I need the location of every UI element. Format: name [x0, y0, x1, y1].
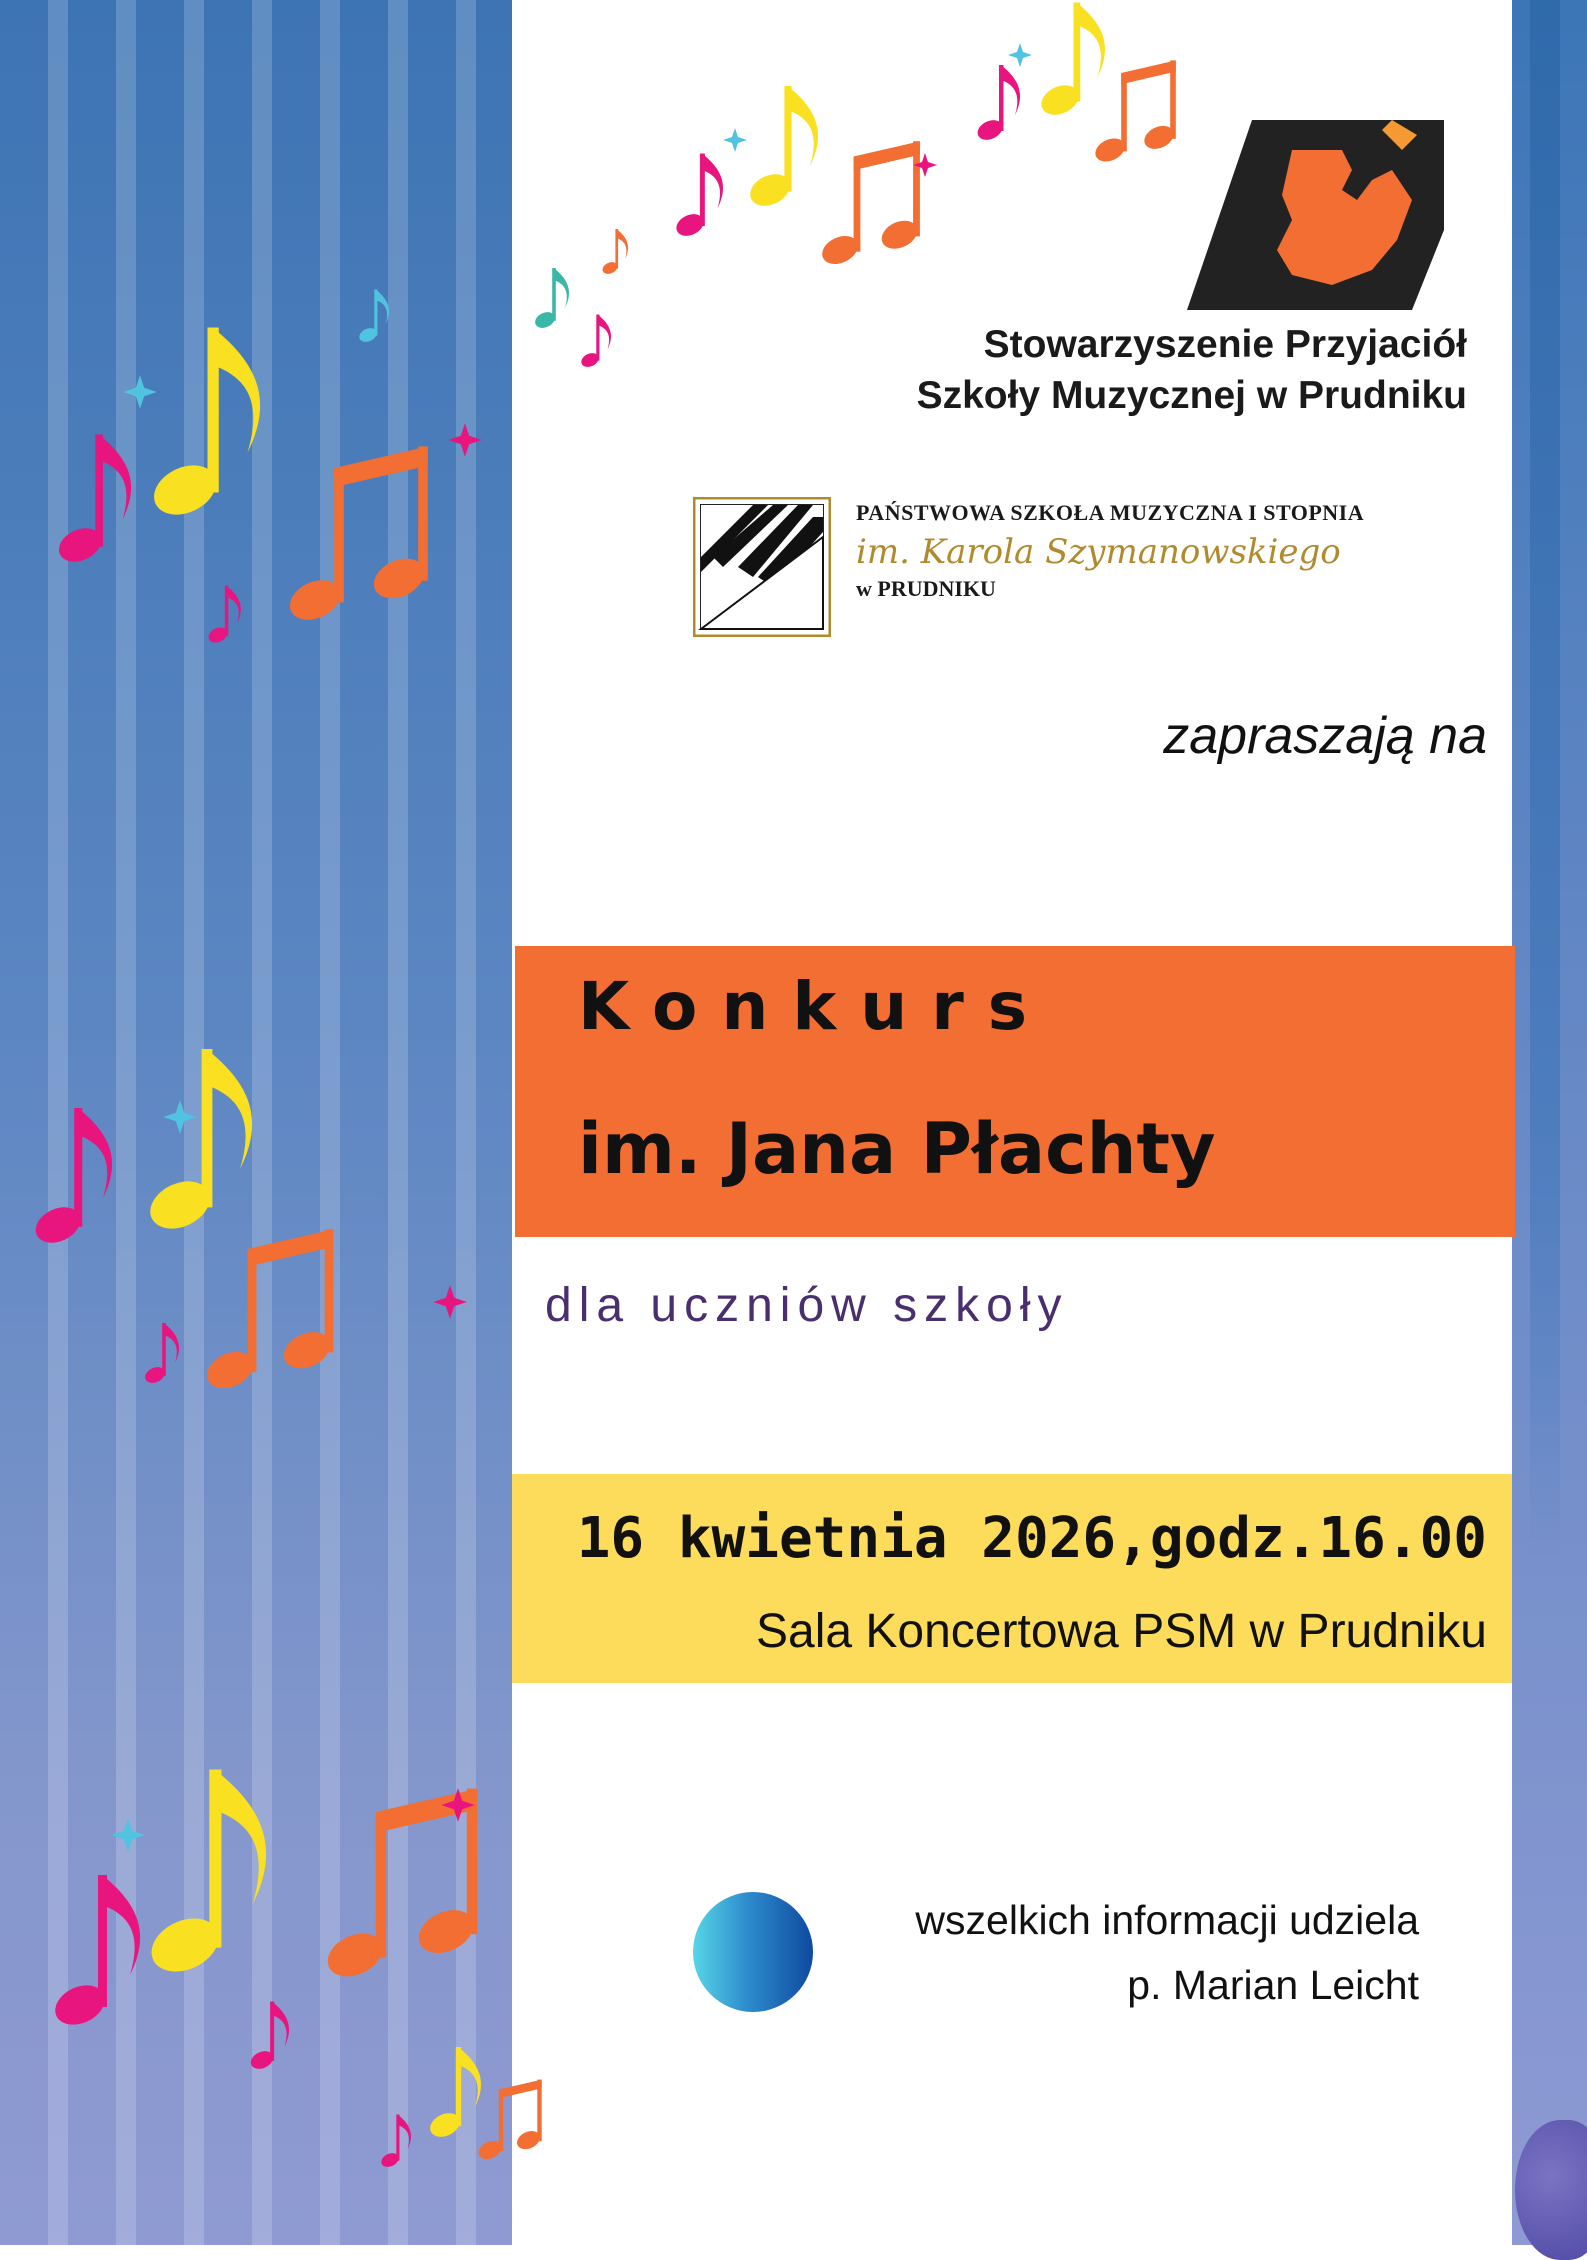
invite-text: zapraszają na: [1163, 707, 1487, 765]
organizer-line2: Szkoły Muzycznej w Prudniku: [916, 373, 1467, 417]
event-venue: Sala Koncertowa PSM w Prudniku: [755, 1605, 1487, 1658]
event-date-time: 16 kwietnia 2026,godz.16.00: [576, 1506, 1487, 1571]
school-name: [856, 500, 1476, 602]
school-line3: w PRUDNIKU: [856, 576, 996, 601]
pink-note-icon: [673, 154, 723, 241]
contact-line1: wszelkich informacji udziela: [915, 1897, 1419, 1943]
contact-person: p. Marian Leicht: [1127, 1962, 1419, 2008]
school-patron-signature: im. Karola Szymanowskiego: [856, 532, 1341, 572]
yellow-note-icon: [745, 86, 818, 212]
event-title-line2: im. Jana Płachty: [578, 1108, 1216, 1190]
cello-logo-icon: [1182, 110, 1452, 320]
school-line1: PAŃSTWOWA SZKOŁA MUZYCZNA I STOPNIA: [856, 500, 1365, 525]
organizer-line1: Stowarzyszenie Przyjaciół: [983, 323, 1467, 366]
event-title-line1: Konkurs: [578, 968, 1052, 1045]
piano-keys-logo-icon: [693, 497, 831, 637]
organizer-name: [917, 320, 1467, 421]
orange-beamed-note-icon: [818, 141, 922, 269]
contact-dot-icon: [693, 1892, 813, 2012]
event-audience: dla uczniów szkoły: [545, 1279, 1069, 1332]
